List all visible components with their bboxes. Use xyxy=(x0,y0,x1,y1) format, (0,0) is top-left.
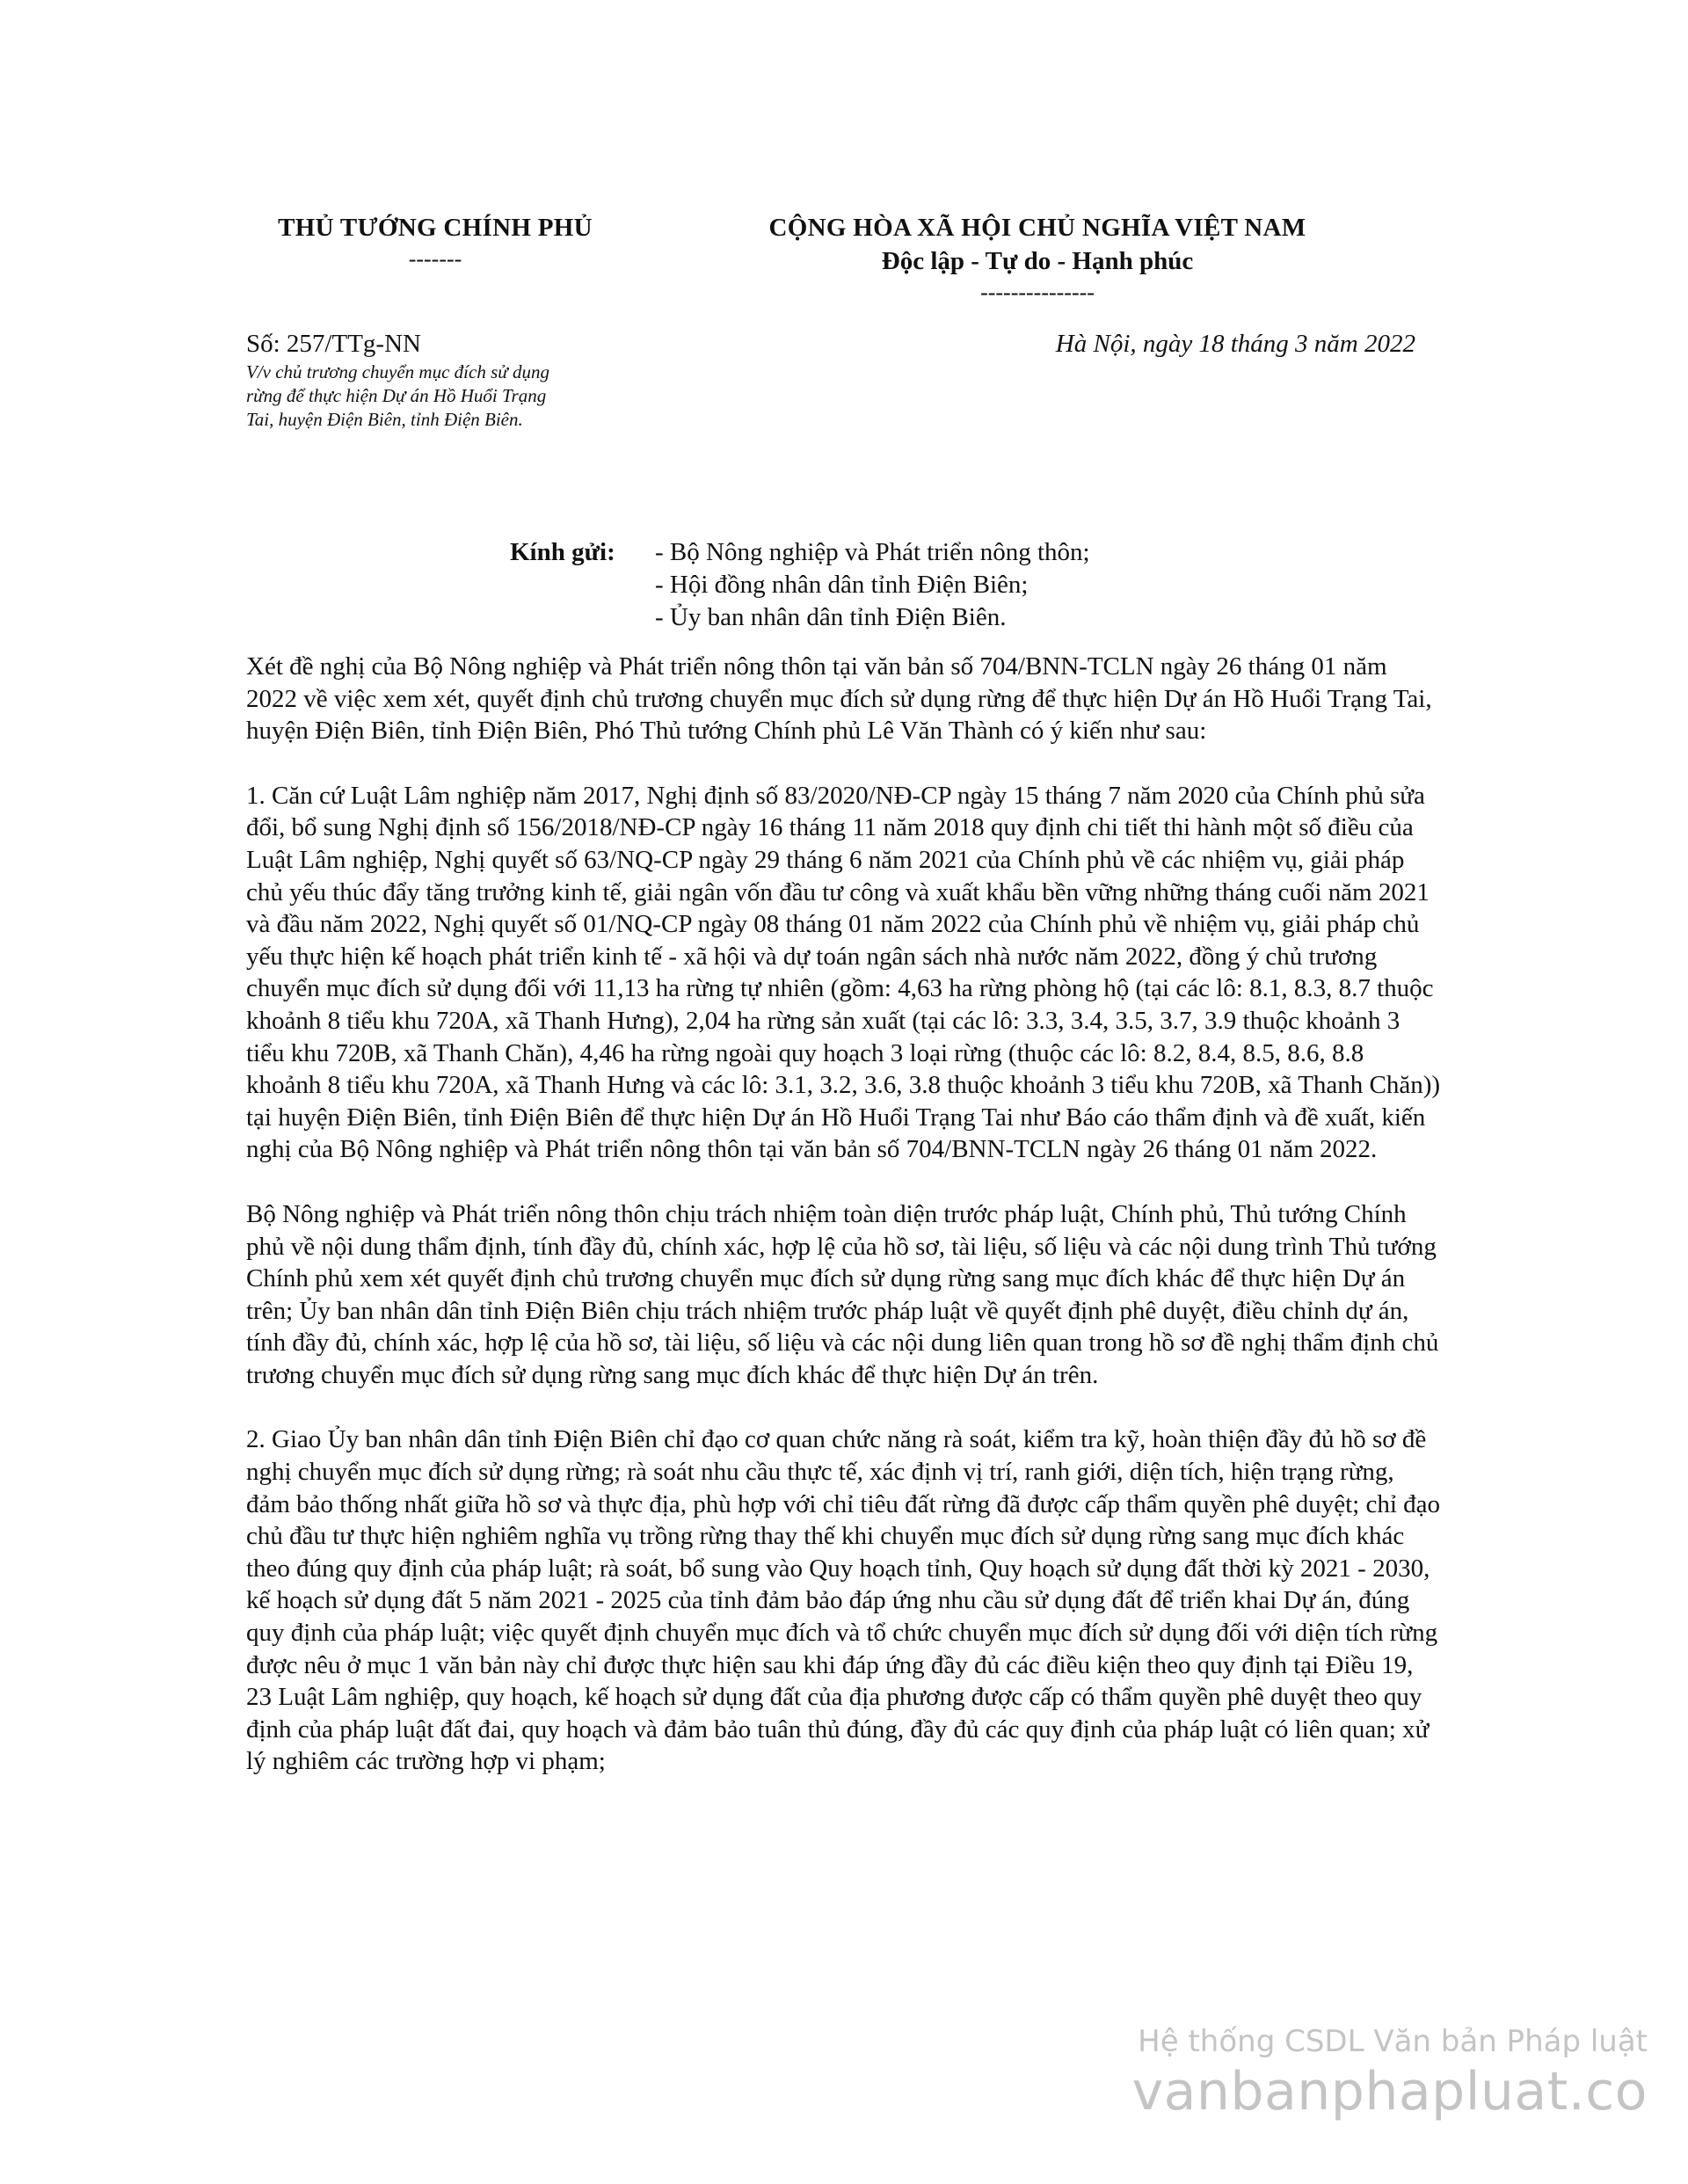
issuer-block xyxy=(237,211,633,274)
recipient-item: - Ủy ban nhân dân tỉnh Điện Biên. xyxy=(655,603,1007,631)
body-paragraph: 2. Giao Ủy ban nhân dân tỉnh Điện Biên chỉ đạo cơ quan chức năng rà soát, kiểm tra kỹ, hoàn thiện đầy đủ hồ sơ đề nghị chuyển mục đích sử dụng rừng; rà soát nhu cầu thực tế, xác định vị trí, ranh giới, diện tích, hiện trạng rừng, đảm bảo thống nhất giữa hồ sơ và thực địa, phù hợp với chỉ tiêu đất rừng đã được cấp thẩm quyền phê duyệt; chỉ đạo chủ đầu tư thực hiện nghiêm nghĩa vụ trồng rừng thay thế khi chuyển mục đích sử dụng rừng sang mục đích khác theo đúng quy định của pháp luật; rà soát, bổ sung vào Quy hoạch tỉnh, Quy hoạch sử dụng đất thời kỳ 2021 - 2030, kế hoạch sử dụng đất 5 năm 2021 - 2025 của tỉnh đảm bảo đáp ứng nhu cầu sử dụng đất để triển khai Dự án, đúng quy định của pháp luật; việc quyết định chuyển mục đích và tổ chức chuyển mục đích sử dụng đối với diện tích rừng được nêu ở mục 1 văn bản này chỉ được thực hiện sau khi đáp ứng đầy đủ các điều kiện theo quy định tại Điều 19, 23 Luật Lâm nghiệp, quy hoạch, kế hoạch sử dụng đất của địa phương được cấp có thẩm quyền phê duyệt theo quy định của pháp luật đất đai, quy hoạch và đảm bảo tuân thủ đúng, đầy đủ các quy định của pháp luật có liên quan; xử lý nghiêm các trường hợp vi phạm; xyxy=(246,1425,1441,1776)
document-subject xyxy=(246,360,651,432)
document-number: Số: 257/TTg-NN xyxy=(246,330,421,358)
recipient-item: - Bộ Nông nghiệp và Phát triển nông thôn; xyxy=(655,538,1090,566)
recipients-label: Kính gửi: xyxy=(510,538,615,566)
document-date: Hà Nội, ngày 18 tháng 3 năm 2022 xyxy=(1055,330,1415,358)
motto-rule: --------------- xyxy=(980,280,1095,305)
subject-line: V/v chủ trương chuyển mục đích sử dụng xyxy=(246,361,549,382)
nation-name: CỘNG HÒA XÃ HỘI CHỦ NGHĨA VIỆT NAM xyxy=(768,214,1306,242)
national-header xyxy=(695,211,1380,308)
issuer-rule: ------- xyxy=(408,246,462,272)
watermark-domain: vanbanphapluat.co xyxy=(1131,2061,1648,2122)
subject-line: Tai, huyện Điện Biên, tỉnh Điện Biên. xyxy=(246,409,523,430)
body-paragraph: Xét đề nghị của Bộ Nông nghiệp và Phát triển nông thôn tại văn bản số 704/BNN-TCLN ngày 26 tháng 01 năm 2022 về việc xem xét, quyết định chủ trương chuyển mục đích sử dụng rừng để thực hiện Dự án Hồ Huổi Trạng Tai, huyện Điện Biên, tỉnh Điện Biên, Phó Thủ tướng Chính phủ Lê Văn Thành có ý kiến như sau: xyxy=(246,652,1432,746)
body-paragraph: 1. Căn cứ Luật Lâm nghiệp năm 2017, Nghị định số 83/2020/NĐ-CP ngày 15 tháng 7 năm 2020 của Chính phủ sửa đổi, bổ sung Nghị định số 156/2018/NĐ-CP ngày 16 tháng 11 năm 2018 quy định chi tiết thi hành một số điều của Luật Lâm nghiệp, Nghị quyết số 63/NQ-CP ngày 29 tháng 6 năm 2021 của Chính phủ về các nhiệm vụ, giải pháp chủ yếu thúc đẩy tăng trưởng kinh tế, giải ngân vốn đầu tư công và xuất khẩu bền vững những tháng cuối năm 2021 và đầu năm 2022, Nghị quyết số 01/NQ-CP ngày 08 tháng 01 năm 2022 của Chính phủ về nhiệm vụ, giải pháp chủ yếu thực hiện kế hoạch phát triển kinh tế - xã hội và dự toán ngân sách nhà nước năm 2022, đồng ý chủ trương chuyển mục đích sử dụng đối với 11,13 ha rừng tự nhiên (gồm: 4,63 ha rừng phòng hộ (tại các lô: 8.1, 8.3, 8.7 thuộc khoảnh 8 tiểu khu 720A, xã Thanh Hưng), 2,04 ha rừng sản xuất (tại các lô: 3.3, 3.4, 3.5, 3.7, 3.9 thuộc khoảnh 3 tiểu khu 720B, xã Thanh Chăn), 4,46 ha rừng ngoài quy hoạch 3 loại rừng (thuộc các lô: 8.2, 8.4, 8.5, 8.6, 8.8 khoảnh 8 tiểu khu 720A, xã Thanh Hưng và các lô: 3.1, 3.2, 3.6, 3.8 thuộc khoảnh 3 tiểu khu 720B, xã Thanh Chăn)) tại huyện Điện Biên, tỉnh Điện Biên để thực hiện Dự án Hồ Huổi Trạng Tai như Báo cáo thẩm định và đề xuất, kiến nghị của Bộ Nông nghiệp và Phát triển nông thôn tại văn bản số 704/BNN-TCLN ngày 26 tháng 01 năm 2022. xyxy=(246,781,1441,1164)
document-body xyxy=(246,651,1442,1810)
site-watermark xyxy=(1132,2022,1648,2122)
national-motto: Độc lập - Tự do - Hạnh phúc xyxy=(881,247,1194,275)
subject-line: rừng để thực hiện Dự án Hồ Huổi Trạng xyxy=(246,385,547,406)
watermark-caption: Hệ thống CSDL Văn bản Pháp luật xyxy=(1138,2024,1648,2059)
recipients-list xyxy=(655,536,1090,634)
issuer-name: THỦ TƯỚNG CHÍNH PHỦ xyxy=(278,214,593,242)
recipient-item: - Hội đồng nhân dân tỉnh Điện Biên; xyxy=(655,571,1029,599)
body-paragraph: Bộ Nông nghiệp và Phát triển nông thôn chịu trách nhiệm toàn diện trước pháp luật, Chính phủ, Thủ tướng Chính phủ về nội dung thẩm định, tính đầy đủ, chính xác, hợp lệ của hồ sơ, tài liệu, số liệu và các nội dung trình Thủ tướng Chính phủ xem xét quyết định chủ trương chuyển mục đích sử dụng rừng sang mục đích khác để thực hiện Dự án trên; Ủy ban nhân dân tỉnh Điện Biên chịu trách nhiệm trước pháp luật về quyết định phê duyệt, điều chỉnh dự án, tính đầy đủ, chính xác, hợp lệ của hồ sơ, tài liệu, số liệu và các nội dung liên quan trong hồ sơ đề nghị thẩm định chủ trương chuyển mục đích sử dụng rừng sang mục đích khác để thực hiện Dự án trên. xyxy=(246,1199,1439,1389)
